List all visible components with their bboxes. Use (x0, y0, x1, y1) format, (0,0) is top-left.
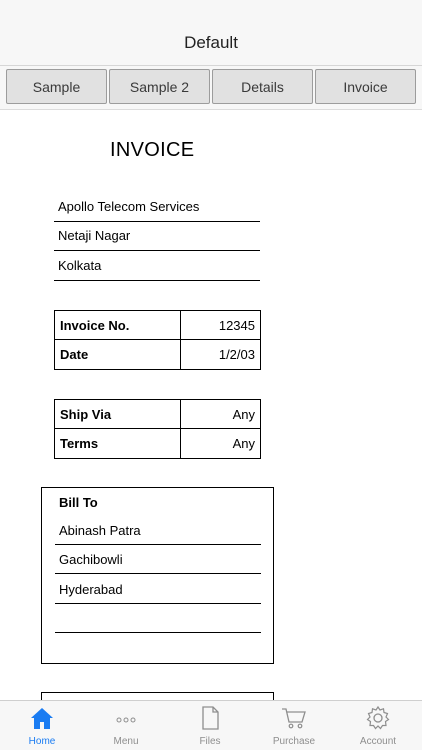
more-dots-icon (113, 705, 139, 731)
tab-account[interactable] (336, 701, 420, 750)
tab-purchase[interactable] (252, 701, 336, 750)
navigation-bar (0, 0, 422, 66)
tab-menu[interactable] (84, 701, 168, 750)
segment-sample-2[interactable]: Sample 2 (109, 69, 210, 104)
cart-icon (281, 705, 307, 731)
segment-details[interactable]: Details (212, 69, 313, 104)
invoice-number-value: 12345 (218, 317, 255, 333)
date-label: Date (55, 340, 181, 369)
tab-files[interactable] (168, 701, 252, 750)
table-row (55, 429, 260, 458)
table-row (55, 400, 260, 429)
tab-home[interactable] (0, 701, 84, 750)
bill-to-line: Gachibowli (55, 545, 261, 574)
from-address-line: Netaji Nagar (54, 221, 260, 251)
terms-value: Any (232, 436, 255, 451)
ship-via-label: Ship Via (55, 400, 181, 428)
tab-label: Home (28, 736, 56, 747)
from-address-line: Kolkata (54, 251, 260, 281)
tab-label: Files (199, 736, 221, 747)
home-icon (29, 705, 55, 731)
shipping-table (54, 399, 261, 459)
table-row (55, 311, 260, 340)
tab-label: Purchase (272, 736, 316, 747)
segment-invoice[interactable]: Invoice (315, 69, 416, 104)
ship-via-value: Any (232, 406, 255, 422)
gear-icon (365, 705, 391, 731)
bill-to-line: Abinash Patra (55, 516, 261, 545)
invoice-meta-table (54, 310, 261, 370)
bill-to-box (41, 487, 274, 664)
page-title: Default (184, 33, 238, 52)
invoice-number-label: Invoice No. (55, 311, 181, 339)
date-value: 1/2/03 (218, 347, 255, 362)
tab-label: Menu (113, 736, 139, 747)
from-address-line: Apollo Telecom Services (54, 192, 260, 222)
tab-bar (0, 700, 422, 750)
file-icon (197, 705, 223, 731)
tab-label: Account (359, 736, 397, 747)
invoice-document[interactable] (0, 110, 422, 700)
bill-to-heading: Bill To (59, 495, 98, 510)
invoice-title: INVOICE (110, 139, 195, 161)
table-row (55, 340, 260, 369)
terms-label: Terms (55, 429, 181, 458)
bill-to-line: Hyderabad (55, 575, 261, 604)
next-section-box (41, 692, 274, 700)
bill-to-line (55, 604, 261, 633)
segment-sample[interactable]: Sample (6, 69, 107, 104)
segment-control (0, 66, 422, 110)
